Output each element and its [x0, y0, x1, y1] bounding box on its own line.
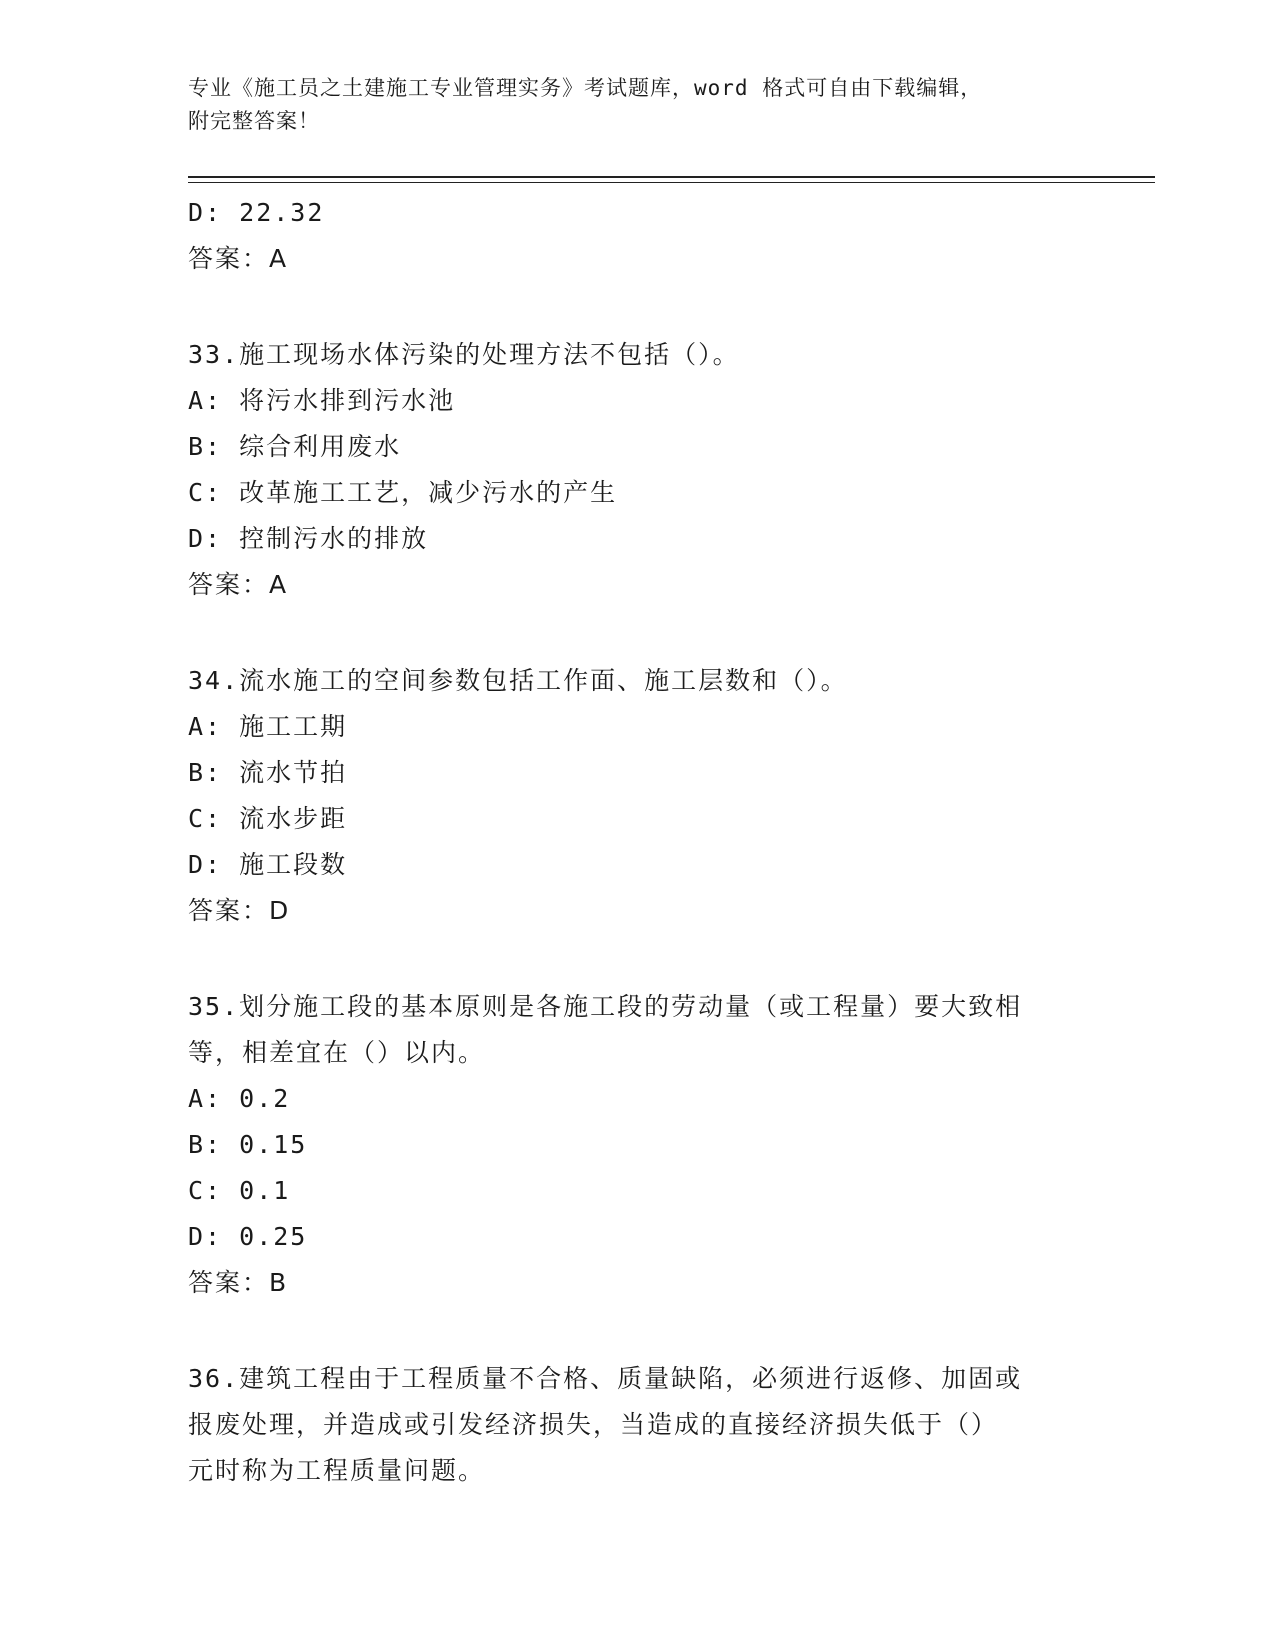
- question-list: [188, 190, 1088, 1494]
- question-text-line-1: 35.划分施工段的基本原则是各施工段的劳动量（或工程量）要大致相: [188, 992, 1023, 1021]
- question-text: 34.流水施工的空间参数包括工作面、施工层数和（）。: [188, 666, 848, 695]
- option-a: A: 0.2: [188, 1084, 291, 1113]
- answer-line: 答案：B: [188, 1268, 289, 1297]
- option-b: B: 综合利用废水: [188, 432, 402, 461]
- header-line-2: 附完整答案！: [188, 109, 320, 133]
- option-b: B: 流水节拍: [188, 758, 348, 787]
- answer-line: 答案：A: [188, 244, 289, 273]
- header-line-1: 专业《施工员之土建施工专业管理实务》考试题库，word 格式可自由下载编辑，: [188, 76, 983, 100]
- question-33: [188, 332, 1088, 608]
- answer-line: 答案：D: [188, 896, 291, 925]
- option-a: A: 将污水排到污水池: [188, 386, 456, 415]
- option-c: C: 流水步距: [188, 804, 348, 833]
- question-text: 33.施工现场水体污染的处理方法不包括（）。: [188, 340, 740, 369]
- question-text-line-3: 元时称为工程质量问题。: [188, 1456, 486, 1485]
- question-text-line-2: 等，相差宜在（）以内。: [188, 1038, 486, 1067]
- previous-question-tail: [188, 190, 1088, 282]
- question-text-line-2: 报废处理，并造成或引发经济损失，当造成的直接经济损失低于（）: [188, 1410, 999, 1439]
- header-divider-thin: [188, 182, 1155, 183]
- option-d: D: 控制污水的排放: [188, 524, 429, 553]
- option-b: B: 0.15: [188, 1130, 308, 1159]
- question-36: [188, 1356, 1088, 1494]
- answer-line: 答案：A: [188, 570, 289, 599]
- header-divider-thick: [188, 176, 1155, 178]
- option-c: C: 0.1: [188, 1176, 291, 1205]
- option-d: D: 22.32: [188, 198, 325, 227]
- option-d: D: 0.25: [188, 1222, 308, 1251]
- question-34: [188, 658, 1088, 934]
- option-d: D: 施工段数: [188, 850, 348, 879]
- question-35: [188, 984, 1088, 1306]
- question-text-line-1: 36.建筑工程由于工程质量不合格、质量缺陷，必须进行返修、加固或: [188, 1364, 1023, 1393]
- document-header: [188, 72, 1088, 138]
- option-a: A: 施工工期: [188, 712, 348, 741]
- option-c: C: 改革施工工艺，减少污水的产生: [188, 478, 618, 507]
